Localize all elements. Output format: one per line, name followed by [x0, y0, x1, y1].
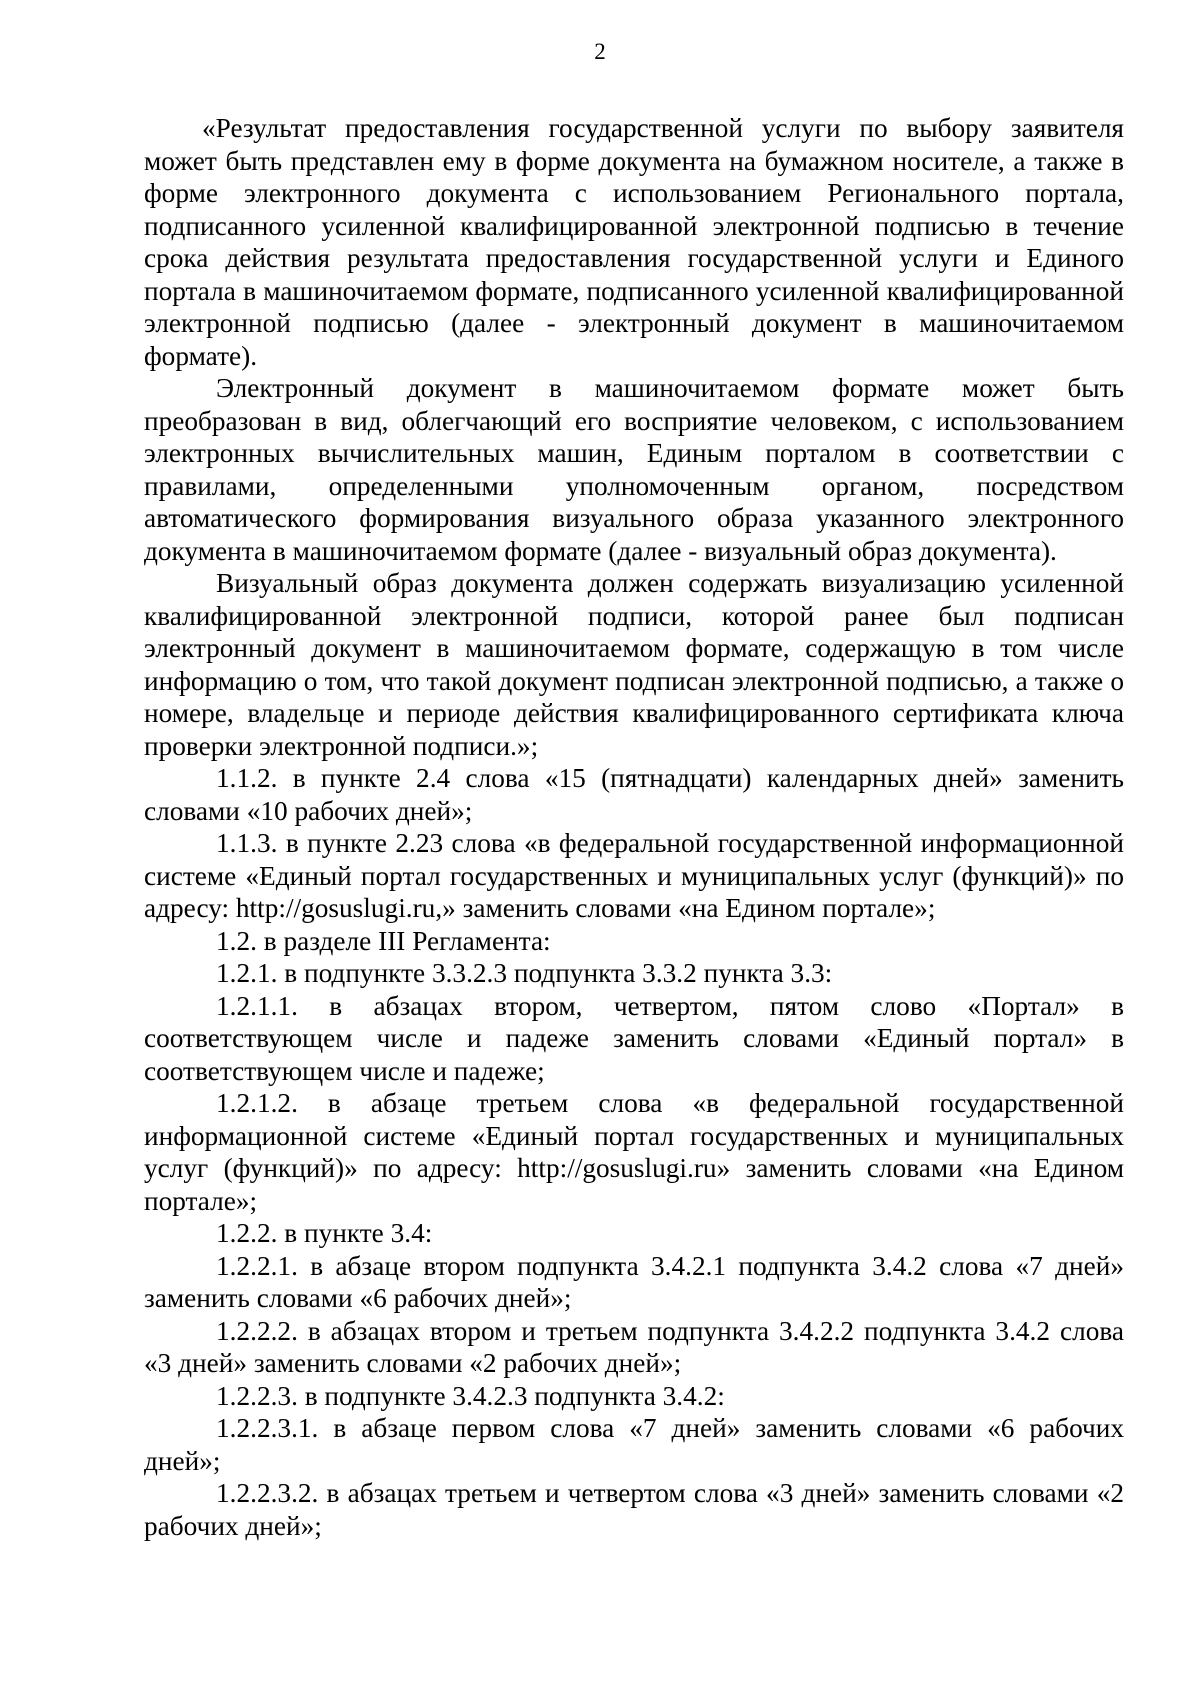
document-body: [144, 112, 1124, 1542]
paragraph-1-2-2-3: 1.2.2.3. в подпункте 3.4.2.3 подпункта 3.4.2:: [216, 1380, 725, 1411]
paragraph-1-2-1-2: 1.2.1.2. в абзаце третьем слова «в федеральной государственной информационной системе «Единый портал государственных и муниципальных услуг (функций)» по адресу: http://gosuslugi.ru» заменить словами «на Едином портале»;: [144, 1088, 1124, 1216]
paragraph-visual-image: Визуальный образ документа должен содержать визуализацию усиленной квалифицированной электронной подписи, которой ранее был подписан электронный документ в машиночитаемом формате, содержащую в том числе информацию о том, что такой документ подписан электронной подписью, а также о номере, владельце и периоде действия квалифицированного сертификата ключа проверки электронной подписи.»;: [144, 568, 1124, 761]
paragraph-result-forms: «Результат предоставления государственной услуги по выбору заявителя может быть представлен ему в форме документа на бумажном носителе, а также в форме электронного документа с использованием Регионального портала, подписанного усиленной квалифицированной электронной подписью в течение срока действия результата предоставления государственной услуги и Единого портала в машиночитаемом формате, подписанного усиленной квалифицированной электронной подписью (далее - электронный документ в машиночитаемом формате).: [144, 113, 1124, 371]
paragraph-1-1-3: 1.1.3. в пункте 2.23 слова «в федеральной государственной информационной системе «Единый портал государственных и муниципальных услуг (функций)» по адресу: http://gosuslugi.ru,» заменить словами «на Едином портале»;: [144, 828, 1124, 923]
paragraph-1-2-1-1: 1.2.1.1. в абзацах втором, четвертом, пятом слово «Портал» в соответствующем числе и падеже заменить словами «Единый портал» в соответствующем числе и падеже;: [144, 990, 1124, 1086]
paragraph-1-2-2-3-2: 1.2.2.3.2. в абзацах третьем и четвертом слова «3 дней» заменить словами «2 рабочих дней»;: [144, 1478, 1124, 1541]
paragraph-1-2: 1.2. в разделе III Регламента:: [216, 925, 551, 956]
paragraph-1-2-2: 1.2.2. в пункте 3.4:: [216, 1218, 433, 1248]
paragraph-electronic-document: Электронный документ в машиночитаемом формате может быть преобразован в вид, облегчающий его восприятие человеком, с использованием электронных вычислительных машин, Единым порталом в соответствии с правилами, определенными уполномоченным органом, посредством автоматического формирования визуального образа указанного электронного документа в машиночитаемом формате (далее - визуальный образ документа).: [144, 373, 1124, 566]
paragraph-1-1-2: 1.1.2. в пункте 2.4 слова «15 (пятнадцати) календарных дней» заменить словами «10 рабочих дней»;: [144, 763, 1124, 826]
paragraph-1-2-2-1: 1.2.2.1. в абзаце втором подпункта 3.4.2.1 подпункта 3.4.2 слова «7 дней» заменить словами «6 рабочих дней»;: [144, 1250, 1124, 1313]
paragraph-1-2-2-3-1: 1.2.2.3.1. в абзаце первом слова «7 дней» заменить словами «6 рабочих дней»;: [144, 1413, 1124, 1476]
paragraph-1-2-2-2: 1.2.2.2. в абзацах втором и третьем подпункта 3.4.2.2 подпункта 3.4.2 слова «3 дней» заменить словами «2 рабочих дней»;: [144, 1315, 1124, 1378]
page-number: 2: [594, 39, 606, 64]
paragraph-1-2-1: 1.2.1. в подпункте 3.3.2.3 подпункта 3.3.2 пункта 3.3:: [216, 958, 833, 988]
